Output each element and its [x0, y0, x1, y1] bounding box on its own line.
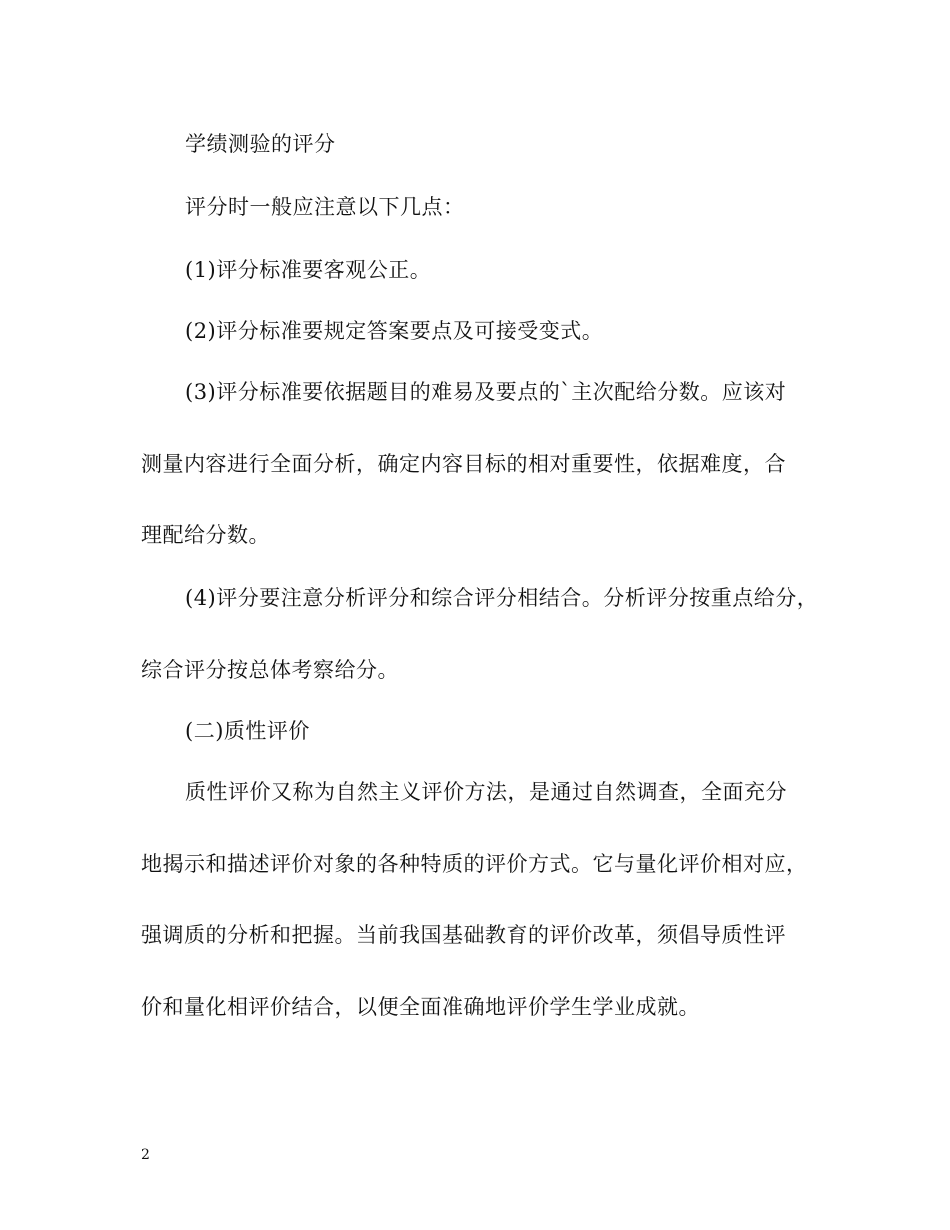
list-item-3-line-3: 理配给分数。 [141, 523, 270, 547]
list-item-1: (1)评分标准要客观公正。 [185, 258, 432, 282]
paragraph-line-1: 质性评价又称为自然主义评价方法，是通过自然调查，全面充分 [185, 780, 787, 804]
paragraph-line-4: 价和量化相评价结合，以便全面准确地评价学生学业成就。 [141, 995, 700, 1019]
list-item-4-line-2: 综合评分按总体考察给分。 [141, 658, 399, 682]
list-item-4-line-1: (4)评分要注意分析评分和综合评分相结合。分析评分按重点给分， [185, 586, 819, 610]
section-heading: 学绩测验的评分 [185, 132, 336, 156]
list-item-3-line-2: 测量内容进行全面分析，确定内容目标的相对重要性，依据难度，合 [141, 452, 786, 476]
page-number: 2 [141, 1147, 150, 1163]
subsection-heading: (二)质性评价 [185, 719, 310, 743]
list-item-3-line-1: (3)评分标准要依据题目的难易及要点的`主次配给分数。应该对 [185, 380, 787, 404]
intro-line: 评分时一般应注意以下几点： [185, 195, 465, 219]
list-item-2: (2)评分标准要规定答案要点及可接受变式。 [185, 319, 604, 343]
paragraph-line-2: 地揭示和描述评价对象的各种特质的评价方式。它与量化评价相对应， [141, 852, 808, 876]
paragraph-line-3: 强调质的分析和把握。当前我国基础教育的评价改革，须倡导质性评 [141, 923, 786, 947]
